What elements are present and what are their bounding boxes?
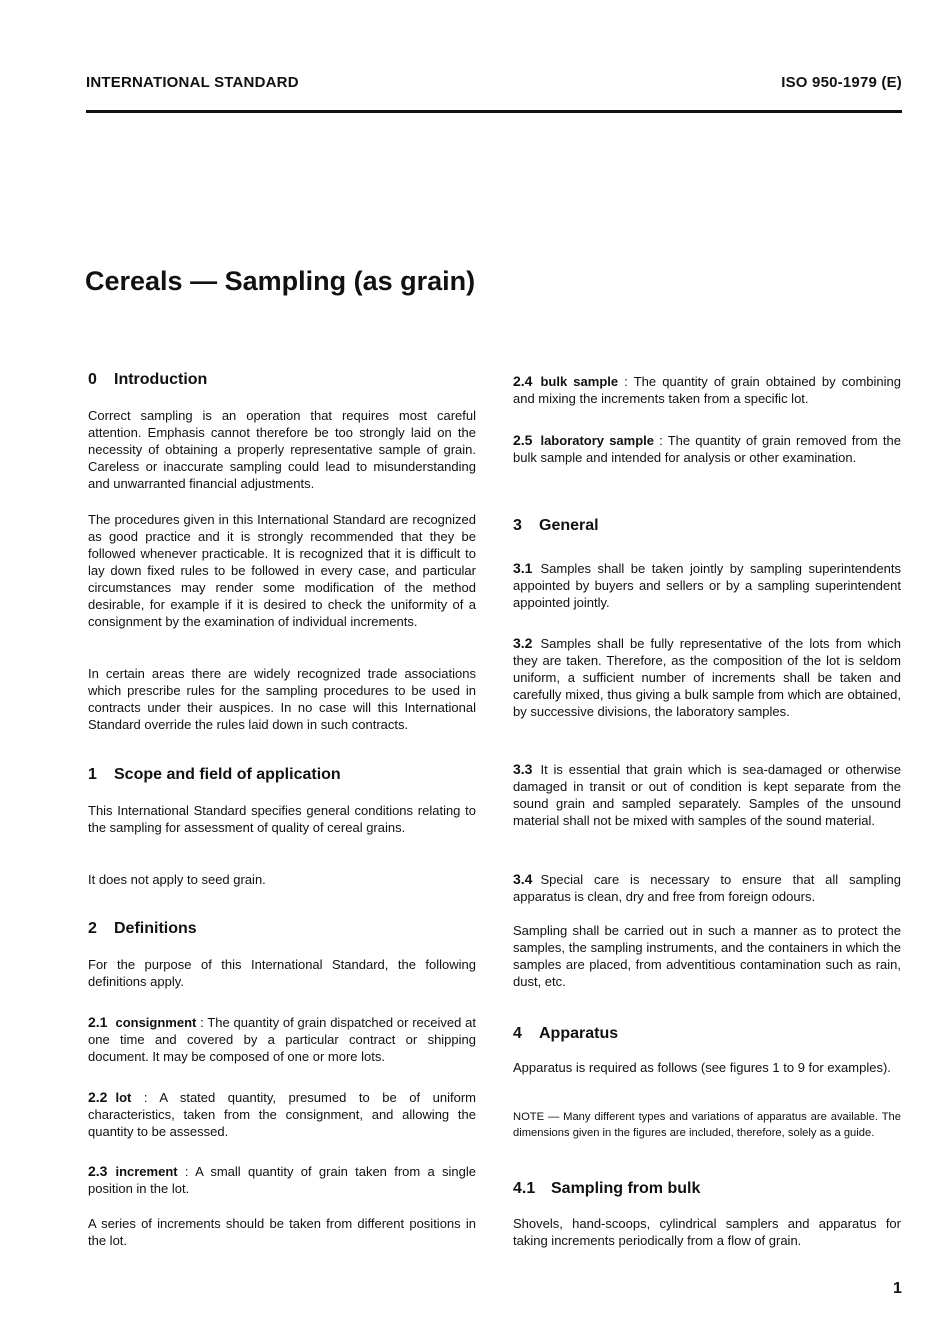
section-title: Scope and field of application [114,766,341,783]
section-heading-definitions [88,919,476,939]
section-heading-apparatus [513,1024,901,1044]
clause-text: Samples shall be taken jointly by sampling superintendents appointed by buyers and sellers or by a sampling superintendent appointed jointly. [513,561,901,610]
clause-3-3 [513,761,901,829]
section-heading-scope [88,765,476,785]
section-title: Apparatus [539,1025,619,1042]
paragraph: Apparatus is required as follows (see figures 1 to 9 for examples). [513,1060,891,1075]
section-heading-introduction [88,370,476,390]
note: NOTE — Many different types and variations of apparatus are available. The dimensions given in the figures are included, therefore, solely as a guide. [513,1111,901,1139]
clause-3-2 [513,635,901,720]
paragraph: For the purpose of this International Standard, the following definitions apply. [88,957,476,989]
section-title: Sampling from bulk [551,1180,701,1197]
defined-term: consignment [115,1015,197,1030]
clause-3-4 [513,871,901,905]
clause-text: Samples shall be fully representative of the lots from which they are taken. Therefore, as the composition of the lot is seldom uniform, a sufficient number of increments shall be taken and carefully mixed, thus giving a bulk sample from which are obtained, by successive divisions, the laboratory samples. [513,636,901,719]
section-number: 2 [88,920,97,937]
section-number: 3 [513,517,522,534]
definition-consignment [88,1014,476,1065]
clause-number: 3.4 [513,871,533,887]
clause-3-1 [513,560,901,611]
definition-increment [88,1163,476,1197]
defined-term: laboratory sample [540,433,655,448]
document-title: Cereals — Sampling (as grain) [85,266,476,296]
section-number: 1 [88,766,97,783]
section-number: 4 [513,1025,522,1042]
definition-laboratory-sample [513,432,901,466]
definition-text: : The quantity of grain dispatched or received at one time and covered by a particular contract or shipping document. It may be composed of one or more lots. [88,1015,476,1064]
section-heading-general [513,516,901,536]
definition-text: : A small quantity of grain taken from a single position in the lot. [88,1164,476,1196]
section-title: Introduction [114,371,208,388]
definition-text: : A stated quantity, presumed to be of uniform characteristics, taken from the consignment, and allowing the quantity to be assessed. [88,1090,476,1139]
paragraph: Shovels, hand-scoops, cylindrical samplers and apparatus for taking increments periodically from a flow of grain. [513,1216,901,1248]
section-title: Definitions [114,920,197,937]
paragraph: The procedures given in this International Standard are recognized as good practice and it is strongly recommended that they be followed whenever practicable. It is recognized that it is difficult to lay down fixed rules to be followed in every case, and particular circumstances may render some modification of the method desirable, for example if it is desired to check the uniformity of a consignment by the examination of individual increments. [88,512,476,629]
definition-text: : The quantity of grain obtained by combining and mixing the increments taken from a specific lot. [513,374,901,406]
clause-number: 2.4 [513,373,533,389]
subsection-heading-sampling-from-bulk [513,1179,901,1199]
standard-number: ISO 950-1979 (E) [781,74,902,91]
clause-number: 3.2 [513,635,533,651]
clause-number: 2.5 [513,432,533,448]
definition-lot [88,1089,476,1140]
clause-number: 3.3 [513,761,533,777]
section-number: 4.1 [513,1180,536,1197]
paragraph: It does not apply to seed grain. [88,872,266,887]
clause-text: Special care is necessary to ensure that all sampling apparatus is clean, dry and free from foreign odours. [513,872,901,904]
section-number: 0 [88,371,97,388]
definition-text: : The quantity of grain removed from the bulk sample and intended for analysis or other examination. [513,433,901,465]
header-label: INTERNATIONAL STANDARD [86,74,299,91]
defined-term: bulk sample [540,374,619,389]
paragraph: A series of increments should be taken from different positions in the lot. [88,1216,476,1248]
paragraph: This International Standard specifies general conditions relating to the sampling for assessment of quality of cereal grains. [88,803,476,835]
header-rule [86,110,902,113]
clause-number: 2.2 [88,1089,108,1105]
defined-term: lot [115,1090,132,1105]
paragraph: Sampling shall be carried out in such a manner as to protect the samples, the sampling instruments, and the containers in which the samples are placed, from adventitious contamination such as rain, dust, etc. [513,923,901,989]
clause-number: 2.3 [88,1163,108,1179]
clause-text: It is essential that grain which is sea-damaged or otherwise damaged in transit or out of condition is kept separate from the sound grain and sampled separately. Samples of the unsound material shall not be mixed with samples of the sound material. [513,762,901,828]
clause-number: 2.1 [88,1014,108,1030]
paragraph: Correct sampling is an operation that requires most careful attention. Emphasis cannot therefore be too strongly laid on the necessity of obtaining a properly representative sample of grain. Careless or inaccurate sampling could lead to misunderstanding and unwarranted financial adjustments. [88,408,476,491]
definition-bulk-sample [513,373,901,407]
section-title: General [539,517,599,534]
clause-number: 3.1 [513,560,533,576]
page-number: 1 [893,1280,902,1297]
defined-term: increment [115,1164,178,1179]
paragraph: In certain areas there are widely recognized trade associations which prescribe rules for the sampling procedures to be used in contracts under their auspices. In no case will this International Standard override the rules laid down in such contracts. [88,666,476,732]
